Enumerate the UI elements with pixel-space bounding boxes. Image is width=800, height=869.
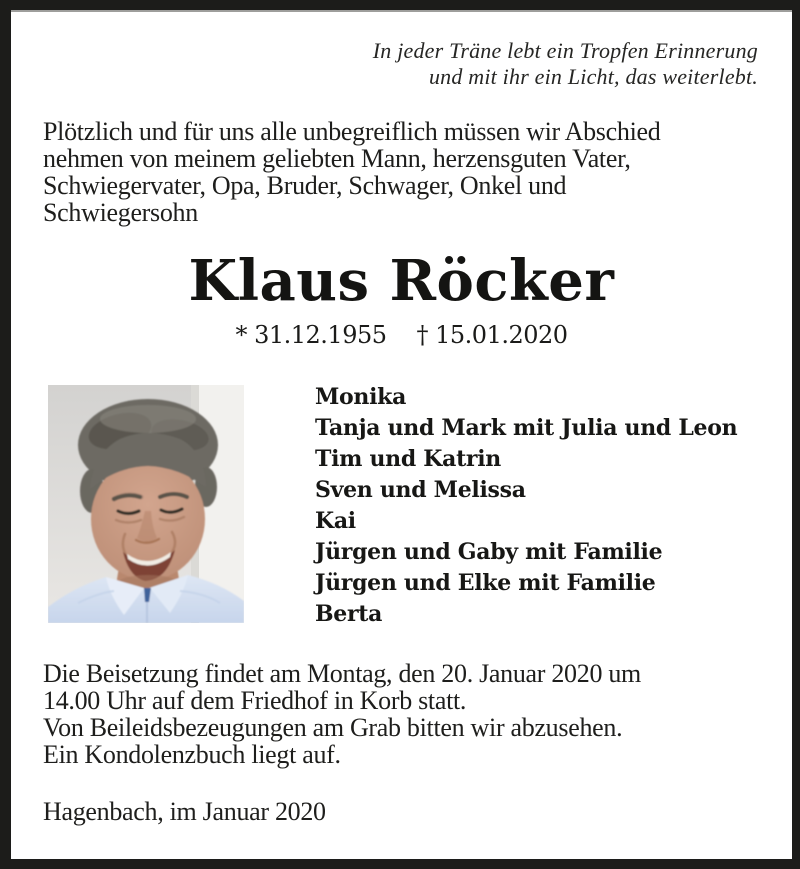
funeral-details	[43, 660, 641, 768]
intro-line: Plötzlich und für uns alle unbegreiflich müssen wir Abschied	[43, 117, 661, 146]
funeral-line: 14.00 Uhr auf dem Friedhof in Korb statt.	[43, 686, 467, 715]
intro-paragraph	[43, 118, 660, 226]
funeral-line: Von Beileidsbezeugungen am Grab bitten wir abzusehen.	[43, 713, 623, 742]
intro-line: Schwiegersohn	[43, 198, 198, 227]
closing-line: Hagenbach, im Januar 2020	[43, 797, 326, 826]
intro-line: nehmen von meinem geliebten Mann, herzensguten Vater,	[43, 144, 631, 173]
epigraph-line-2: und mit ihr ein Licht, das weiterlebt.	[428, 64, 758, 89]
mourner-line: Tanja und Mark mit Julia und Leon	[315, 415, 738, 441]
intro-line: Schwiegervater, Opa, Bruder, Schwager, Onkel und	[43, 171, 567, 200]
mourner-line: Monika	[315, 384, 407, 410]
life-dates	[11, 322, 792, 348]
mourner-line: Berta	[315, 601, 383, 627]
mourner-line: Tim und Katrin	[315, 446, 501, 472]
mourner-line: Jürgen und Gaby mit Familie	[315, 539, 663, 565]
photo-hair-highlight	[100, 405, 196, 433]
mourner-line: Jürgen und Elke mit Familie	[315, 570, 656, 596]
portrait-photo	[48, 385, 244, 623]
deceased-name: Klaus Röcker	[188, 248, 615, 314]
top-hairline	[11, 10, 792, 12]
birth-date: * 31.12.1955	[235, 321, 387, 349]
death-date: † 15.01.2020	[416, 321, 568, 349]
notice-content	[11, 10, 792, 859]
mourner-line: Kai	[315, 508, 356, 534]
mourner-line: Sven und Melissa	[315, 477, 526, 503]
epigraph-line-1: In jeder Träne lebt ein Tropfen Erinnerung	[372, 38, 758, 63]
funeral-line: Die Beisetzung findet am Montag, den 20. Januar 2020 um	[43, 659, 641, 688]
funeral-line: Ein Kondolenzbuch liegt auf.	[43, 740, 341, 769]
portrait-photo-image	[48, 385, 244, 623]
epigraph	[373, 38, 758, 90]
mourners-list	[315, 382, 737, 630]
